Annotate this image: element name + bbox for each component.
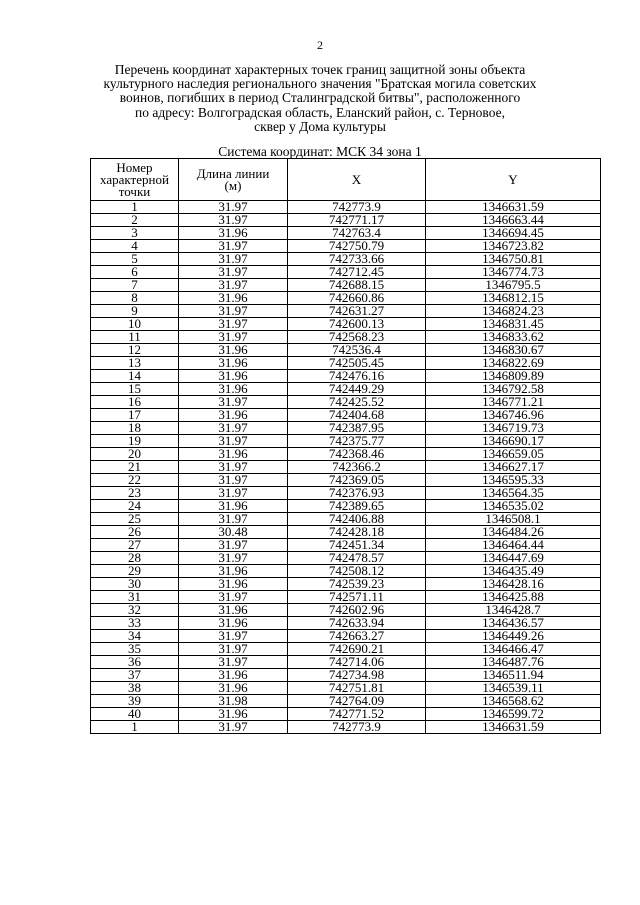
cell-y: 1346824.23 — [426, 305, 601, 318]
cell-point-number: 34 — [91, 630, 179, 643]
cell-x: 742600.13 — [288, 318, 426, 331]
cell-line-length: 30.48 — [179, 526, 288, 539]
cell-x: 742688.15 — [288, 279, 426, 292]
cell-y: 1346809.89 — [426, 370, 601, 383]
cell-point-number: 33 — [91, 617, 179, 630]
cell-y: 1346792.58 — [426, 383, 601, 396]
cell-x: 742449.29 — [288, 383, 426, 396]
cell-line-length: 31.97 — [179, 396, 288, 409]
table-row — [91, 370, 601, 383]
cell-point-number: 10 — [91, 318, 179, 331]
cell-x: 742568.23 — [288, 331, 426, 344]
cell-x: 742660.86 — [288, 292, 426, 305]
title-line: сквер у Дома культуры — [254, 118, 386, 134]
table-row — [91, 396, 601, 409]
cell-line-length: 31.96 — [179, 370, 288, 383]
coordinates-table — [90, 158, 601, 734]
cell-point-number: 9 — [91, 305, 179, 318]
cell-x: 742773.9 — [288, 201, 426, 214]
cell-x: 742376.93 — [288, 487, 426, 500]
cell-point-number: 13 — [91, 357, 179, 370]
cell-line-length: 31.96 — [179, 578, 288, 591]
cell-x: 742712.45 — [288, 266, 426, 279]
cell-y: 1346428.7 — [426, 604, 601, 617]
cell-point-number: 15 — [91, 383, 179, 396]
cell-y: 1346746.96 — [426, 409, 601, 422]
table-row — [91, 591, 601, 604]
cell-x: 742428.18 — [288, 526, 426, 539]
header-x: X — [288, 159, 426, 201]
cell-point-number: 18 — [91, 422, 179, 435]
cell-y: 1346812.15 — [426, 292, 601, 305]
cell-x: 742368.46 — [288, 448, 426, 461]
cell-point-number: 5 — [91, 253, 179, 266]
table-row — [91, 552, 601, 565]
header-point-number: Номер характерной точки — [91, 159, 179, 201]
cell-point-number: 24 — [91, 500, 179, 513]
cell-line-length: 31.97 — [179, 253, 288, 266]
cell-x: 742771.52 — [288, 708, 426, 721]
cell-line-length: 31.97 — [179, 656, 288, 669]
document-title — [80, 63, 560, 134]
cell-point-number: 29 — [91, 565, 179, 578]
cell-x: 742690.21 — [288, 643, 426, 656]
table-row — [91, 656, 601, 669]
cell-point-number: 40 — [91, 708, 179, 721]
cell-line-length: 31.96 — [179, 357, 288, 370]
cell-y: 1346627.17 — [426, 461, 601, 474]
cell-point-number: 6 — [91, 266, 179, 279]
cell-x: 742389.65 — [288, 500, 426, 513]
cell-x: 742505.45 — [288, 357, 426, 370]
cell-y: 1346484.26 — [426, 526, 601, 539]
cell-line-length: 31.96 — [179, 448, 288, 461]
table-row — [91, 240, 601, 253]
table-body — [91, 201, 601, 734]
cell-y: 1346663.44 — [426, 214, 601, 227]
table-row — [91, 708, 601, 721]
cell-point-number: 38 — [91, 682, 179, 695]
cell-y: 1346487.76 — [426, 656, 601, 669]
cell-line-length: 31.97 — [179, 266, 288, 279]
cell-y: 1346435.49 — [426, 565, 601, 578]
title-line: Перечень координат характерных точек границ защитной зоны объекта — [114, 62, 526, 77]
table-row — [91, 695, 601, 708]
cell-line-length: 31.96 — [179, 669, 288, 682]
cell-line-length: 31.97 — [179, 435, 288, 448]
table-row — [91, 253, 601, 266]
cell-point-number: 23 — [91, 487, 179, 500]
cell-x: 742571.11 — [288, 591, 426, 604]
cell-line-length: 31.97 — [179, 461, 288, 474]
table-row — [91, 292, 601, 305]
cell-point-number: 35 — [91, 643, 179, 656]
cell-y: 1346447.69 — [426, 552, 601, 565]
cell-point-number: 39 — [91, 695, 179, 708]
table-row — [91, 201, 601, 214]
cell-y: 1346659.05 — [426, 448, 601, 461]
cell-line-length: 31.97 — [179, 487, 288, 500]
table-row — [91, 487, 601, 500]
cell-y: 1346774.73 — [426, 266, 601, 279]
cell-y: 1346595.33 — [426, 474, 601, 487]
cell-line-length: 31.96 — [179, 617, 288, 630]
table-row — [91, 214, 601, 227]
cell-x: 742366.2 — [288, 461, 426, 474]
cell-y: 1346464.44 — [426, 539, 601, 552]
cell-x: 742375.77 — [288, 435, 426, 448]
cell-x: 742387.95 — [288, 422, 426, 435]
cell-point-number: 21 — [91, 461, 179, 474]
table-row — [91, 513, 601, 526]
cell-line-length: 31.96 — [179, 227, 288, 240]
cell-line-length: 31.96 — [179, 292, 288, 305]
cell-y: 1346719.73 — [426, 422, 601, 435]
header-line-length: Длина линии (м) — [179, 159, 288, 201]
table-row — [91, 279, 601, 292]
cell-line-length: 31.96 — [179, 409, 288, 422]
table-row — [91, 682, 601, 695]
cell-x: 742478.57 — [288, 552, 426, 565]
cell-x: 742773.9 — [288, 721, 426, 734]
cell-y: 1346428.16 — [426, 578, 601, 591]
cell-y: 1346539.11 — [426, 682, 601, 695]
table-row — [91, 435, 601, 448]
cell-point-number: 3 — [91, 227, 179, 240]
cell-x: 742631.27 — [288, 305, 426, 318]
cell-line-length: 31.97 — [179, 214, 288, 227]
cell-line-length: 31.97 — [179, 305, 288, 318]
cell-line-length: 31.97 — [179, 630, 288, 643]
cell-y: 1346508.1 — [426, 513, 601, 526]
cell-point-number: 1 — [91, 721, 179, 734]
cell-point-number: 28 — [91, 552, 179, 565]
cell-line-length: 31.96 — [179, 708, 288, 721]
cell-x: 742733.66 — [288, 253, 426, 266]
cell-x: 742425.52 — [288, 396, 426, 409]
cell-y: 1346436.57 — [426, 617, 601, 630]
table-row — [91, 331, 601, 344]
table-row — [91, 318, 601, 331]
cell-line-length: 31.97 — [179, 201, 288, 214]
cell-x: 742751.81 — [288, 682, 426, 695]
cell-point-number: 37 — [91, 669, 179, 682]
title-line: воинов, погибших в период Сталинградской битвы", расположенного — [119, 90, 521, 106]
cell-line-length: 31.97 — [179, 643, 288, 656]
cell-x: 742369.05 — [288, 474, 426, 487]
table-row — [91, 565, 601, 578]
cell-line-length: 31.97 — [179, 539, 288, 552]
table-header-row — [91, 159, 601, 201]
cell-x: 742633.94 — [288, 617, 426, 630]
cell-line-length: 31.98 — [179, 695, 288, 708]
table-row — [91, 227, 601, 240]
cell-x: 742451.34 — [288, 539, 426, 552]
cell-point-number: 19 — [91, 435, 179, 448]
cell-point-number: 7 — [91, 279, 179, 292]
cell-x: 742734.98 — [288, 669, 426, 682]
table-row — [91, 305, 601, 318]
cell-y: 1346599.72 — [426, 708, 601, 721]
header-y: Y — [426, 159, 601, 201]
cell-y: 1346631.59 — [426, 721, 601, 734]
cell-line-length: 31.97 — [179, 318, 288, 331]
cell-line-length: 31.96 — [179, 500, 288, 513]
table-row — [91, 409, 601, 422]
table-row — [91, 630, 601, 643]
cell-point-number: 32 — [91, 604, 179, 617]
cell-x: 742406.88 — [288, 513, 426, 526]
cell-x: 742714.06 — [288, 656, 426, 669]
cell-point-number: 17 — [91, 409, 179, 422]
cell-y: 1346449.26 — [426, 630, 601, 643]
table-row — [91, 539, 601, 552]
cell-line-length: 31.97 — [179, 331, 288, 344]
table-row — [91, 383, 601, 396]
cell-point-number: 8 — [91, 292, 179, 305]
cell-line-length: 31.97 — [179, 721, 288, 734]
cell-line-length: 31.97 — [179, 552, 288, 565]
table-row — [91, 474, 601, 487]
cell-y: 1346631.59 — [426, 201, 601, 214]
cell-point-number: 12 — [91, 344, 179, 357]
table-row — [91, 500, 601, 513]
title-line: по адресу: Волгоградская область, Еланский район, с. Терновое, — [135, 104, 505, 120]
cell-y: 1346830.67 — [426, 344, 601, 357]
cell-point-number: 2 — [91, 214, 179, 227]
cell-line-length: 31.96 — [179, 682, 288, 695]
cell-line-length: 31.96 — [179, 344, 288, 357]
cell-point-number: 20 — [91, 448, 179, 461]
table-row — [91, 526, 601, 539]
cell-line-length: 31.97 — [179, 513, 288, 526]
cell-line-length: 31.97 — [179, 240, 288, 253]
cell-y: 1346535.02 — [426, 500, 601, 513]
table-row — [91, 604, 601, 617]
cell-y: 1346511.94 — [426, 669, 601, 682]
table-row — [91, 669, 601, 682]
table-row — [91, 357, 601, 370]
page-number: 2 — [317, 38, 323, 52]
cell-x: 742404.68 — [288, 409, 426, 422]
cell-x: 742663.27 — [288, 630, 426, 643]
cell-y: 1346723.82 — [426, 240, 601, 253]
table-row — [91, 617, 601, 630]
cell-x: 742539.23 — [288, 578, 426, 591]
table-row — [91, 422, 601, 435]
cell-y: 1346568.62 — [426, 695, 601, 708]
cell-point-number: 36 — [91, 656, 179, 669]
coordinate-system-label: Система координат: МСК 34 зона 1 — [218, 144, 422, 159]
cell-y: 1346831.45 — [426, 318, 601, 331]
cell-line-length: 31.97 — [179, 474, 288, 487]
cell-line-length: 31.96 — [179, 604, 288, 617]
cell-x: 742750.79 — [288, 240, 426, 253]
cell-line-length: 31.97 — [179, 591, 288, 604]
cell-x: 742536.4 — [288, 344, 426, 357]
cell-y: 1346771.21 — [426, 396, 601, 409]
cell-point-number: 14 — [91, 370, 179, 383]
cell-x: 742508.12 — [288, 565, 426, 578]
cell-point-number: 31 — [91, 591, 179, 604]
cell-y: 1346690.17 — [426, 435, 601, 448]
cell-y: 1346564.35 — [426, 487, 601, 500]
cell-y: 1346425.88 — [426, 591, 601, 604]
table-row — [91, 448, 601, 461]
cell-point-number: 26 — [91, 526, 179, 539]
cell-line-length: 31.96 — [179, 565, 288, 578]
cell-point-number: 16 — [91, 396, 179, 409]
table-row — [91, 461, 601, 474]
table-row — [91, 578, 601, 591]
table-row — [91, 266, 601, 279]
table-row — [91, 643, 601, 656]
cell-y: 1346822.69 — [426, 357, 601, 370]
cell-x: 742764.09 — [288, 695, 426, 708]
cell-point-number: 11 — [91, 331, 179, 344]
cell-point-number: 1 — [91, 201, 179, 214]
table-row — [91, 344, 601, 357]
cell-y: 1346466.47 — [426, 643, 601, 656]
cell-y: 1346833.62 — [426, 331, 601, 344]
cell-point-number: 4 — [91, 240, 179, 253]
cell-y: 1346694.45 — [426, 227, 601, 240]
cell-point-number: 27 — [91, 539, 179, 552]
title-line: культурного наследия регионального значения "Братская могила советских — [103, 76, 537, 92]
cell-x: 742763.4 — [288, 227, 426, 240]
table-row — [91, 721, 601, 734]
cell-x: 742476.16 — [288, 370, 426, 383]
cell-point-number: 25 — [91, 513, 179, 526]
cell-y: 1346750.81 — [426, 253, 601, 266]
cell-x: 742771.17 — [288, 214, 426, 227]
cell-point-number: 30 — [91, 578, 179, 591]
cell-line-length: 31.97 — [179, 279, 288, 292]
cell-y: 1346795.5 — [426, 279, 601, 292]
cell-point-number: 22 — [91, 474, 179, 487]
cell-line-length: 31.97 — [179, 422, 288, 435]
cell-line-length: 31.96 — [179, 383, 288, 396]
cell-x: 742602.96 — [288, 604, 426, 617]
